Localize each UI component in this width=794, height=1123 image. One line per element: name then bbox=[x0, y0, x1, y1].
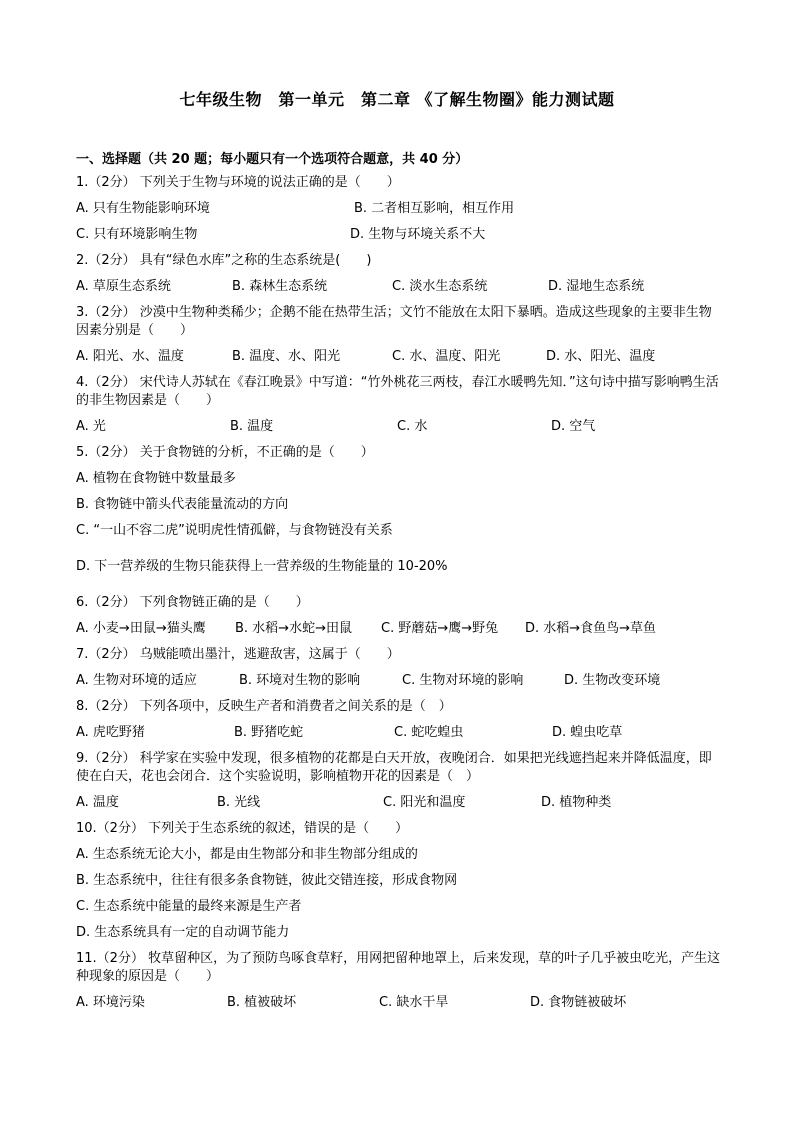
question-stem: 6.（2分） 下列食物链正确的是（ ） bbox=[76, 595, 309, 610]
option-row bbox=[76, 620, 721, 646]
option-d: D. 生态系统具有一定的自动调节能力 bbox=[76, 925, 290, 940]
option-c: C. 水、温度、阳光 bbox=[392, 349, 501, 364]
option-row bbox=[76, 724, 721, 750]
option-b: B. 二者相互影响，相互作用 bbox=[354, 201, 515, 216]
option-d: D. 生物改变环境 bbox=[564, 673, 661, 688]
option-c: C. 水 bbox=[397, 419, 428, 434]
option-row bbox=[76, 794, 721, 820]
option-row bbox=[76, 672, 721, 698]
option-a: A. 草原生态系统 bbox=[76, 279, 171, 294]
option-a: A. 温度 bbox=[76, 795, 119, 810]
option-a: A. 只有生物能影响环境 bbox=[76, 201, 210, 216]
option-d: D. 蝗虫吃草 bbox=[552, 725, 623, 740]
option-d: D. 生物与环境关系不大 bbox=[350, 227, 486, 242]
question-stem: 2.（2分） 具有“绿色水库”之称的生态系统是( ) bbox=[76, 253, 372, 268]
option-a: A. 植物在食物链中数量最多 bbox=[76, 471, 236, 486]
option-a: A. 小麦→田鼠→猫头鹰 bbox=[76, 621, 206, 636]
question-stem: 11.（2分） 牧草留种区，为了预防鸟啄食草籽，用网把留种地罩上，后来发现，草的叶子几乎被虫吃光，产生这种现象的原因是（ ） bbox=[76, 951, 721, 984]
question-list bbox=[76, 174, 721, 1020]
option-b: B. 环境对生物的影响 bbox=[239, 673, 361, 688]
option-c: C. 缺水干旱 bbox=[379, 995, 449, 1010]
question-stem: 7.（2分） 乌贼能喷出墨汁，逃避敌害，这属于（ ） bbox=[76, 647, 400, 662]
option-row bbox=[76, 200, 721, 226]
option-c: C. 生态系统中能量的最终来源是生产者 bbox=[76, 899, 302, 914]
option-row bbox=[76, 348, 721, 374]
option-c: C. 生物对环境的影响 bbox=[402, 673, 524, 688]
option-c: C. 阳光和温度 bbox=[383, 795, 466, 810]
option-d: D. 空气 bbox=[551, 419, 596, 434]
question-stem: 4.（2分） 宋代诗人苏轼在《春江晚景》中写道：“竹外桃花三两枝，春江水暖鸭先知．”这句诗中描写影响鸭生活的非生物因素是（ ） bbox=[76, 375, 719, 408]
question-stem: 3.（2分） 沙漠中生物种类稀少；企鹅不能在热带生活；文竹不能放在太阳下暴晒。造成这些现象的主要非生物因素分别是（ ） bbox=[76, 305, 712, 338]
option-b: B. 光线 bbox=[217, 795, 261, 810]
option-b: B. 野猪吃蛇 bbox=[234, 725, 304, 740]
option-d: D. 水、阳光、温度 bbox=[546, 349, 656, 364]
option-d: D. 植物种类 bbox=[541, 795, 612, 810]
option-a: A. 生物对环境的适应 bbox=[76, 673, 197, 688]
option-c: C. 野蘑菇→鹰→野兔 bbox=[381, 621, 499, 636]
option-b: B. 食物链中箭头代表能量流动的方向 bbox=[76, 497, 289, 512]
option-row bbox=[76, 418, 721, 444]
document-title: 七年级生物 第一单元 第二章 《了解生物圈》能力测试题 bbox=[179, 90, 615, 109]
option-b: B. 生态系统中，往往有很多条食物链，彼此交错连接，形成食物网 bbox=[76, 873, 458, 888]
question-stem: 8.（2分） 下列各项中，反映生产者和消费者之间关系的是（ ） bbox=[76, 699, 452, 714]
option-c: C. 蛇吃蝗虫 bbox=[394, 725, 464, 740]
option-a: A. 阳光、水、温度 bbox=[76, 349, 184, 364]
option-d: D. 下一营养级的生物只能获得上一营养级的生物能量的 10-20% bbox=[76, 559, 448, 574]
option-row bbox=[76, 226, 721, 252]
question-stem: 10.（2分） 下列关于生态系统的叙述，错误的是（ ） bbox=[76, 821, 409, 836]
option-a: A. 生态系统无论大小，都是由生物部分和非生物部分组成的 bbox=[76, 847, 418, 862]
option-d: D. 湿地生态系统 bbox=[548, 279, 645, 294]
section-heading: 一、选择题（共 20 题；每小题只有一个选项符合题意，共 40 分） bbox=[76, 152, 469, 167]
option-a: A. 虎吃野猪 bbox=[76, 725, 145, 740]
option-b: B. 温度 bbox=[230, 419, 274, 434]
option-d: D. 水稻→食鱼鸟→草鱼 bbox=[525, 621, 657, 636]
option-row bbox=[76, 994, 721, 1020]
option-b: B. 水稻→水蛇→田鼠 bbox=[235, 621, 352, 636]
option-row bbox=[76, 278, 721, 304]
option-b: B. 森林生态系统 bbox=[232, 279, 328, 294]
option-b: B. 温度、水、阳光 bbox=[232, 349, 341, 364]
option-c: C. 只有环境影响生物 bbox=[76, 227, 198, 242]
option-d: D. 食物链被破坏 bbox=[530, 995, 627, 1010]
option-a: A. 光 bbox=[76, 419, 106, 434]
option-c: C. “一山不容二虎”说明虎性情孤僻，与食物链没有关系 bbox=[76, 523, 393, 538]
question-stem: 9.（2分） 科学家在实验中发现，很多植物的花都是白天开放，夜晚闭合．如果把光线遮挡起来并降低温度，即使在白天，花也会闭合．这个实验说明，影响植物开花的因素是（ ） bbox=[76, 751, 712, 784]
option-c: C. 淡水生态系统 bbox=[392, 279, 488, 294]
option-a: A. 环境污染 bbox=[76, 995, 145, 1010]
question-stem: 5.（2分） 关于食物链的分析，不正确的是（ ） bbox=[76, 445, 374, 460]
option-b: B. 植被破坏 bbox=[227, 995, 297, 1010]
question-stem: 1.（2分） 下列关于生物与环境的说法正确的是（ ） bbox=[76, 175, 400, 190]
